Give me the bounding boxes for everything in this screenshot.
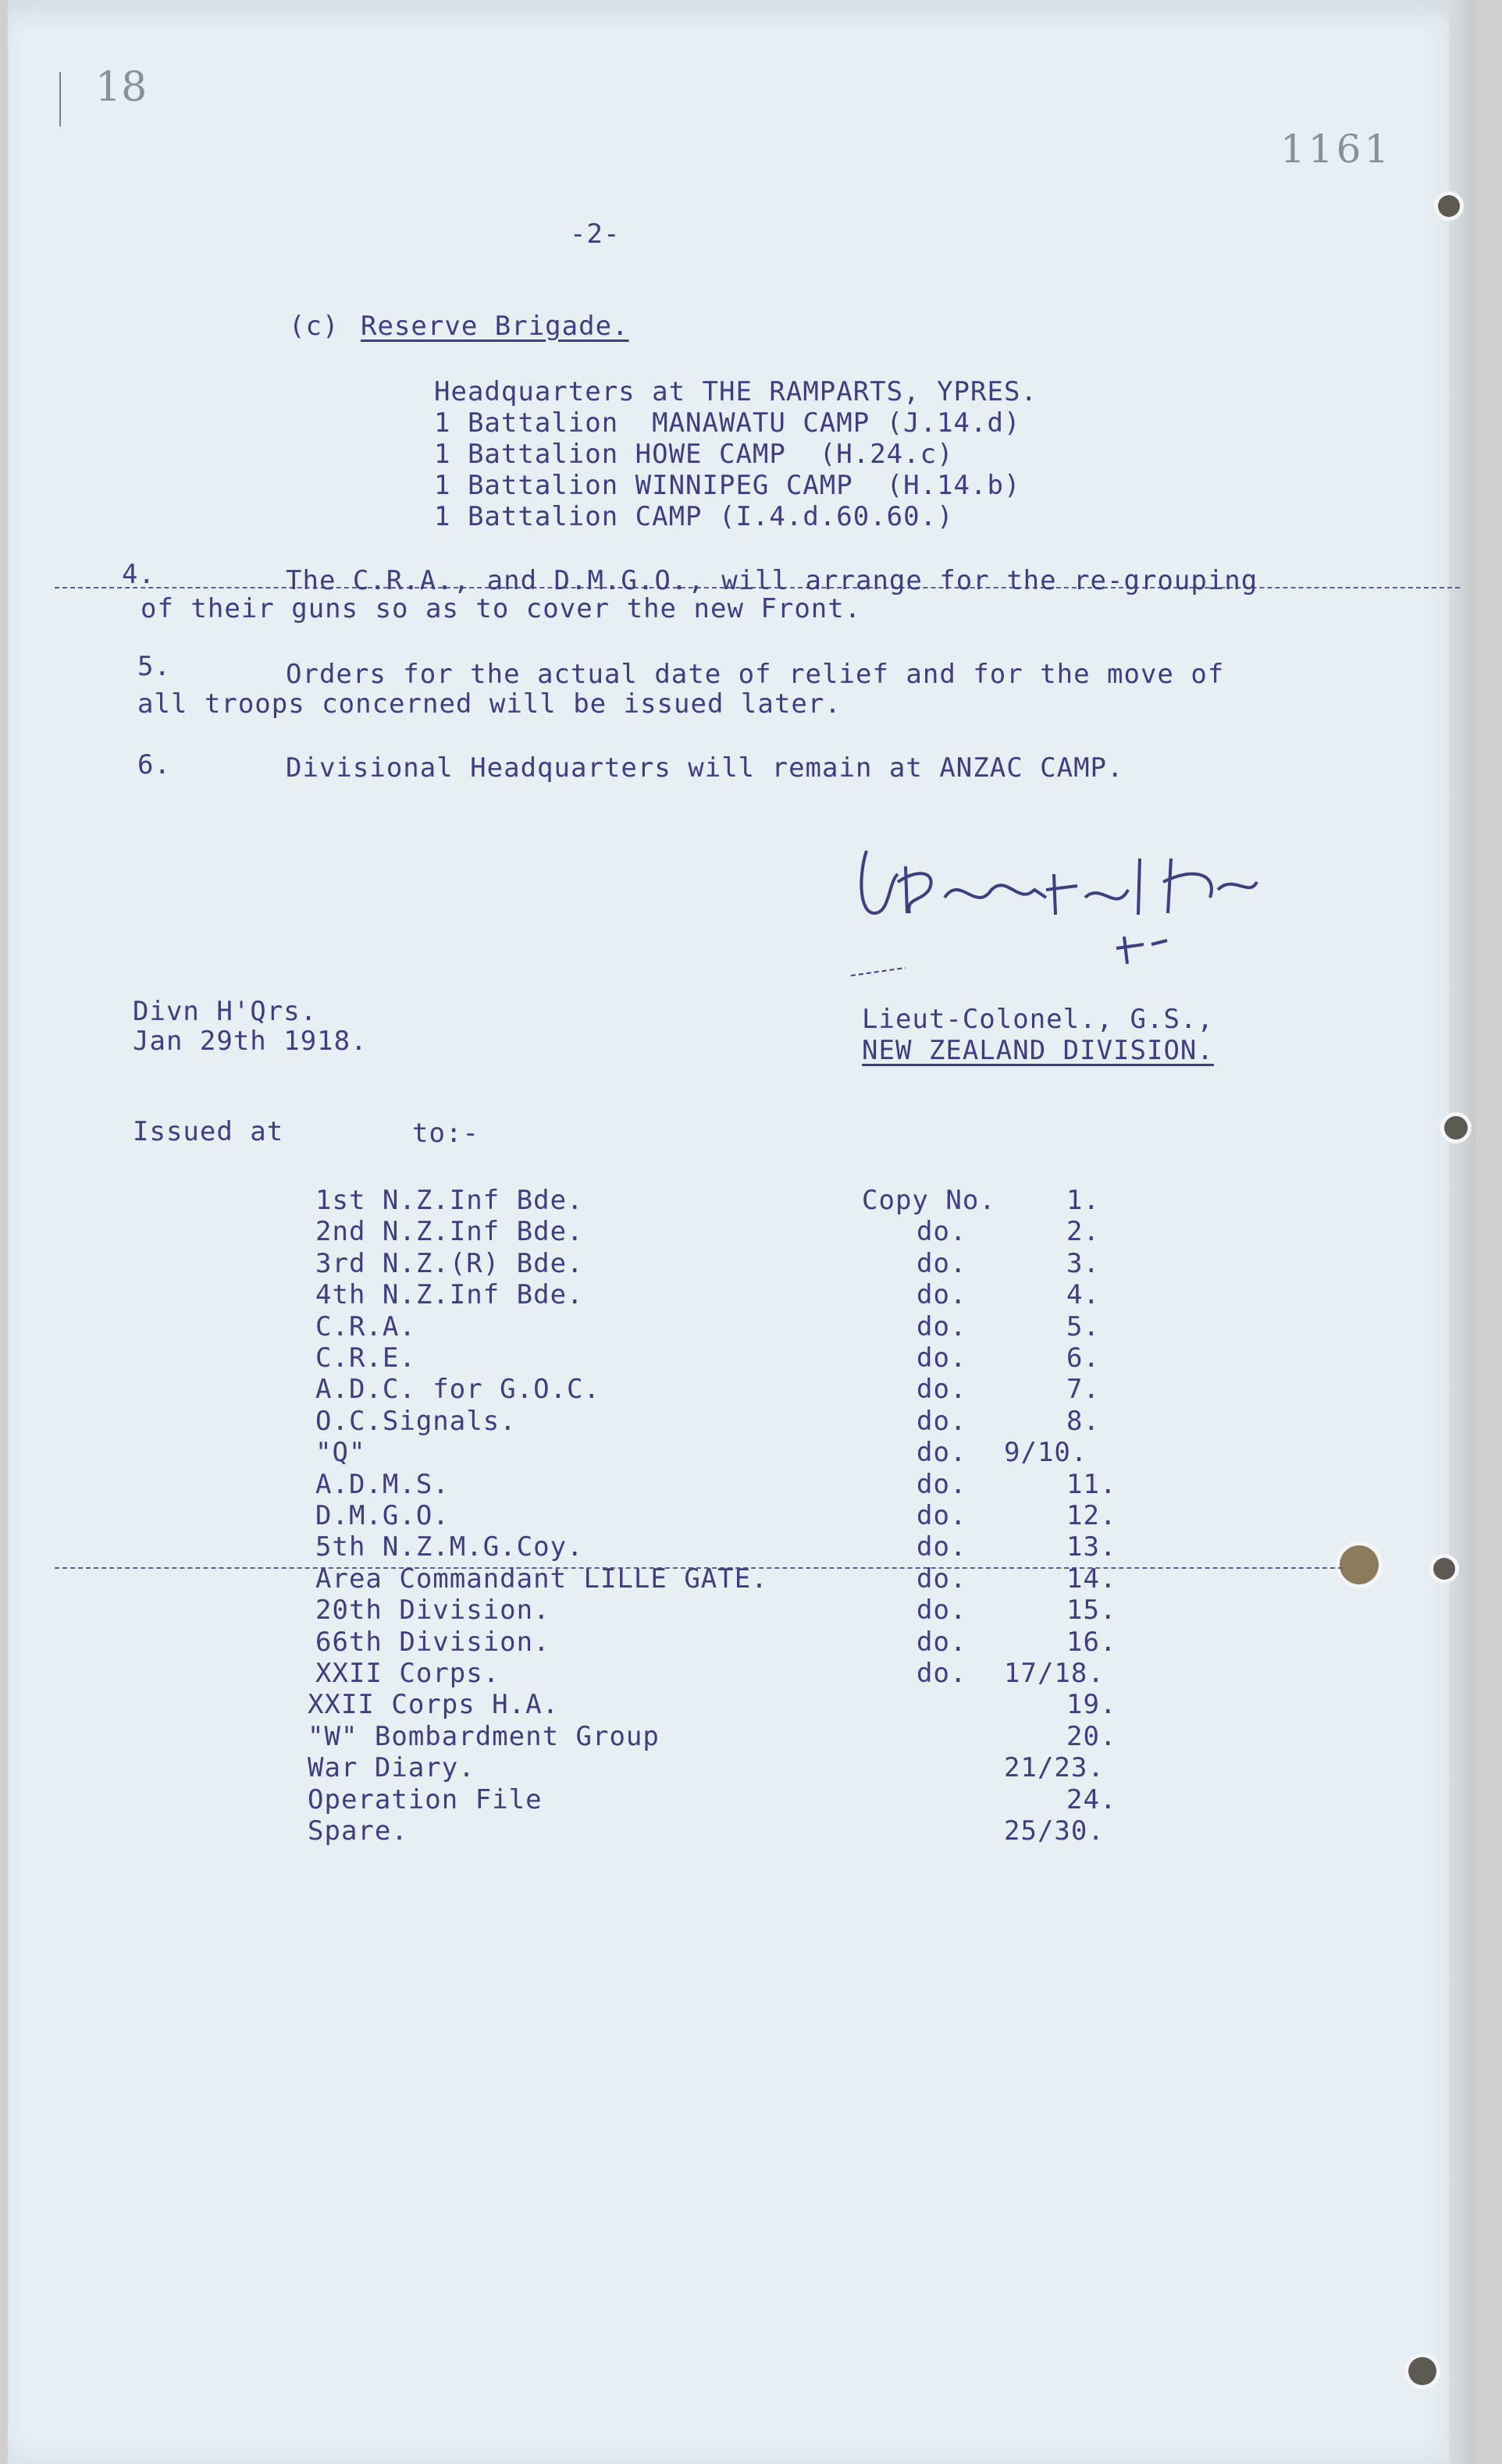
copy-label: do. bbox=[917, 1627, 967, 1658]
punch-hole bbox=[1438, 195, 1460, 217]
issued-to: to:- bbox=[412, 1118, 479, 1149]
issued-label: Issued at bbox=[133, 1116, 284, 1147]
recipient: C.R.E. bbox=[315, 1342, 416, 1374]
paragraph-line: The C.R.A., and D.M.G.O., will arrange for the re-grouping bbox=[286, 565, 1258, 596]
paragraph-line: Orders for the actual date of relief and for the move of bbox=[286, 659, 1225, 690]
copy-number: 17/18. bbox=[1004, 1658, 1105, 1689]
signatory-unit: NEW ZEALAND DIVISION. bbox=[862, 1035, 1214, 1066]
reserve-prefix: (c) bbox=[289, 311, 340, 342]
distribution-row bbox=[8, 1752, 1475, 1783]
distribution-row bbox=[8, 1689, 1475, 1720]
folio-number-right: 1161 bbox=[1280, 126, 1393, 172]
copy-number: 20. bbox=[1066, 1721, 1117, 1752]
margin-line bbox=[59, 72, 61, 126]
copy-number: 13. bbox=[1066, 1531, 1117, 1563]
copy-label: do. bbox=[917, 1531, 967, 1563]
origin-line: Divn H'Qrs. bbox=[133, 996, 318, 1027]
recipient: A.D.M.S. bbox=[315, 1469, 450, 1500]
copy-number: 6. bbox=[1066, 1342, 1100, 1374]
recipient: Area Commandant LILLE GATE. bbox=[315, 1563, 768, 1595]
distribution-row bbox=[8, 1311, 1475, 1342]
copy-label: do. bbox=[917, 1406, 967, 1437]
copy-number: 8. bbox=[1066, 1406, 1100, 1437]
copy-label: do. bbox=[917, 1216, 967, 1247]
distribution-row bbox=[8, 1185, 1475, 1216]
distribution-row bbox=[8, 1627, 1475, 1658]
distribution-row bbox=[8, 1406, 1475, 1437]
page-number: -2- bbox=[570, 219, 621, 250]
copy-number: 5. bbox=[1066, 1311, 1100, 1342]
reserve-line: Headquarters at THE RAMPARTS, YPRES. bbox=[434, 376, 1038, 407]
recipient: C.R.A. bbox=[315, 1311, 416, 1342]
recipient: 3rd N.Z.(R) Bde. bbox=[315, 1248, 584, 1279]
punch-hole bbox=[1444, 1116, 1468, 1140]
copy-label: do. bbox=[917, 1342, 967, 1374]
copy-number: 19. bbox=[1066, 1689, 1117, 1720]
copy-number: 1. bbox=[1066, 1185, 1100, 1216]
folio-number-left: 18 bbox=[95, 64, 148, 111]
recipient: 5th N.Z.M.G.Coy. bbox=[315, 1531, 584, 1563]
distribution-row bbox=[8, 1437, 1475, 1468]
reserve-line: 1 Battalion CAMP (I.4.d.60.60.) bbox=[434, 501, 954, 532]
copy-label: do. bbox=[917, 1248, 967, 1279]
reserve-heading: Reserve Brigade. bbox=[361, 311, 629, 342]
paragraph-number: 6. bbox=[137, 749, 171, 780]
recipient: XXII Corps. bbox=[315, 1658, 500, 1689]
copy-number: 15. bbox=[1066, 1595, 1117, 1626]
handwritten-signature bbox=[851, 827, 1272, 983]
paragraph-number: 4. bbox=[122, 559, 155, 590]
distribution-row bbox=[8, 1374, 1475, 1405]
copy-label: do. bbox=[917, 1595, 967, 1626]
recipient: War Diary. bbox=[308, 1752, 475, 1783]
recipient: D.M.G.O. bbox=[315, 1500, 450, 1531]
distribution-row bbox=[8, 1216, 1475, 1247]
recipient: O.C.Signals. bbox=[315, 1406, 517, 1437]
paragraph-line: Divisional Headquarters will remain at ANZAC CAMP. bbox=[286, 752, 1124, 784]
recipient: 1st N.Z.Inf Bde. bbox=[315, 1185, 584, 1216]
copy-label: do. bbox=[917, 1658, 967, 1689]
distribution-row bbox=[8, 1563, 1475, 1595]
recipient: Operation File bbox=[308, 1784, 543, 1815]
distribution-row bbox=[8, 1248, 1475, 1279]
distribution-row bbox=[8, 1721, 1475, 1752]
copy-label: do. bbox=[917, 1311, 967, 1342]
distribution-row bbox=[8, 1815, 1475, 1847]
recipient: XXII Corps H.A. bbox=[308, 1689, 560, 1720]
copy-number: 7. bbox=[1066, 1374, 1100, 1405]
copy-number: 25/30. bbox=[1004, 1815, 1105, 1847]
recipient: A.D.C. for G.O.C. bbox=[315, 1374, 600, 1405]
copy-number: 3. bbox=[1066, 1248, 1100, 1279]
copy-number: 12. bbox=[1066, 1500, 1117, 1531]
recipient: "Q" bbox=[315, 1437, 366, 1468]
copy-number: 24. bbox=[1066, 1784, 1117, 1815]
distribution-row bbox=[8, 1595, 1475, 1626]
distribution-row bbox=[8, 1500, 1475, 1531]
reserve-line: 1 Battalion WINNIPEG CAMP (H.14.b) bbox=[434, 470, 1021, 501]
copy-label: do. bbox=[917, 1500, 967, 1531]
recipient: 20th Division. bbox=[315, 1595, 550, 1626]
distribution-row bbox=[8, 1531, 1475, 1563]
paragraph-line: of their guns so as to cover the new Front. bbox=[141, 593, 862, 624]
recipient: 2nd N.Z.Inf Bde. bbox=[315, 1216, 584, 1247]
distribution-row bbox=[8, 1342, 1475, 1374]
copy-label: Copy No. bbox=[862, 1185, 996, 1216]
recipient: 66th Division. bbox=[315, 1627, 550, 1658]
copy-label: do. bbox=[917, 1374, 967, 1405]
copy-label: do. bbox=[917, 1279, 967, 1310]
copy-label: do. bbox=[917, 1563, 967, 1595]
reserve-line: 1 Battalion MANAWATU CAMP (J.14.d) bbox=[434, 407, 1021, 439]
paragraph-line: all troops concerned will be issued later. bbox=[137, 688, 842, 720]
recipient: 4th N.Z.Inf Bde. bbox=[315, 1279, 584, 1310]
reserve-line: 1 Battalion HOWE CAMP (H.24.c) bbox=[434, 439, 954, 470]
punch-hole bbox=[1408, 2357, 1436, 2385]
recipient: Spare. bbox=[308, 1815, 408, 1847]
copy-number: 14. bbox=[1066, 1563, 1117, 1595]
copy-number: 9/10. bbox=[1004, 1437, 1088, 1468]
copy-label: do. bbox=[917, 1437, 967, 1468]
origin-date: Jan 29th 1918. bbox=[133, 1026, 368, 1057]
copy-number: 4. bbox=[1066, 1279, 1100, 1310]
copy-number: 16. bbox=[1066, 1627, 1117, 1658]
paragraph-number: 5. bbox=[137, 651, 171, 682]
copy-number: 21/23. bbox=[1004, 1752, 1105, 1783]
copy-label: do. bbox=[917, 1469, 967, 1500]
distribution-row bbox=[8, 1658, 1475, 1689]
copy-number: 11. bbox=[1066, 1469, 1117, 1500]
distribution-row bbox=[8, 1469, 1475, 1500]
copy-number: 2. bbox=[1066, 1216, 1100, 1247]
distribution-row bbox=[8, 1784, 1475, 1815]
distribution-row bbox=[8, 1279, 1475, 1310]
recipient: "W" Bombardment Group bbox=[308, 1721, 660, 1752]
signatory-rank: Lieut-Colonel., G.S., bbox=[862, 1004, 1214, 1035]
document-page bbox=[8, 0, 1475, 2464]
